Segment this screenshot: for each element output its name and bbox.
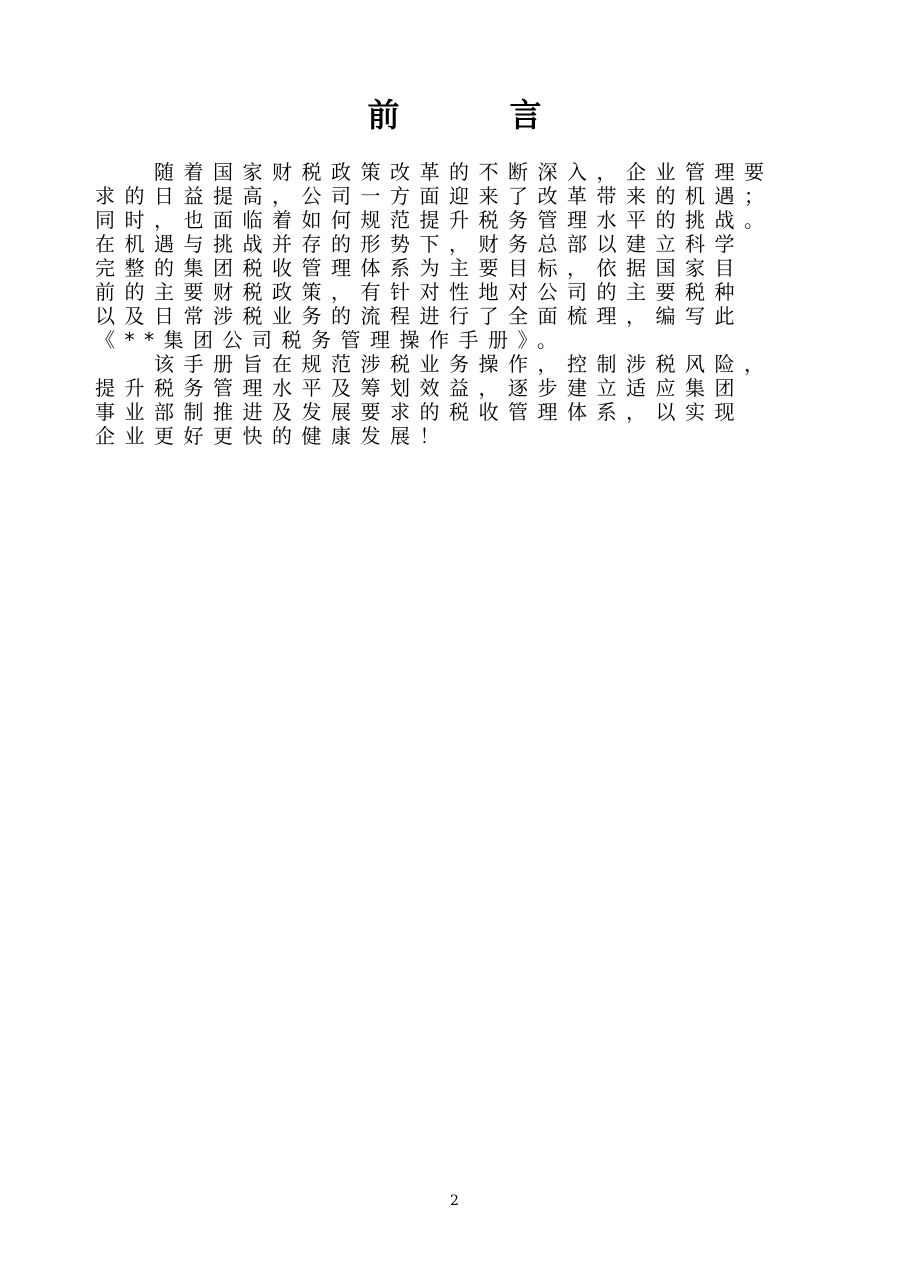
text-line: 完整的集团税收管理体系为主要目标，依据国家目 bbox=[95, 256, 744, 280]
page-title: 前言 bbox=[367, 96, 652, 134]
text-line: 企业更好更快的健康发展！ bbox=[95, 424, 449, 448]
preface-body bbox=[95, 160, 835, 448]
text-line: 同时，也面临着如何规范提升税务管理水平的挑战。 bbox=[95, 208, 774, 232]
text-line: 以及日常涉税业务的流程进行了全面梳理，编写此 bbox=[95, 304, 744, 328]
text-line: 事业部制推进及发展要求的税收管理体系，以实现 bbox=[95, 400, 744, 424]
page-number: 2 bbox=[450, 1193, 459, 1209]
text-line: 前的主要财税政策，有针对性地对公司的主要税种 bbox=[95, 280, 744, 304]
text-line: 求的日益提高，公司一方面迎来了改革带来的机遇； bbox=[95, 184, 774, 208]
text-line: 《**集团公司税务管理操作手册》。 bbox=[95, 328, 567, 352]
text-line: 提升税务管理水平及筹划效益，逐步建立适应集团 bbox=[95, 376, 744, 400]
text-line: 该手册旨在规范涉税业务操作，控制涉税风险， bbox=[95, 352, 774, 376]
text-line: 在机遇与挑战并存的形势下，财务总部以建立科学 bbox=[95, 232, 744, 256]
text-line: 随着国家财税政策改革的不断深入，企业管理要 bbox=[95, 160, 774, 184]
